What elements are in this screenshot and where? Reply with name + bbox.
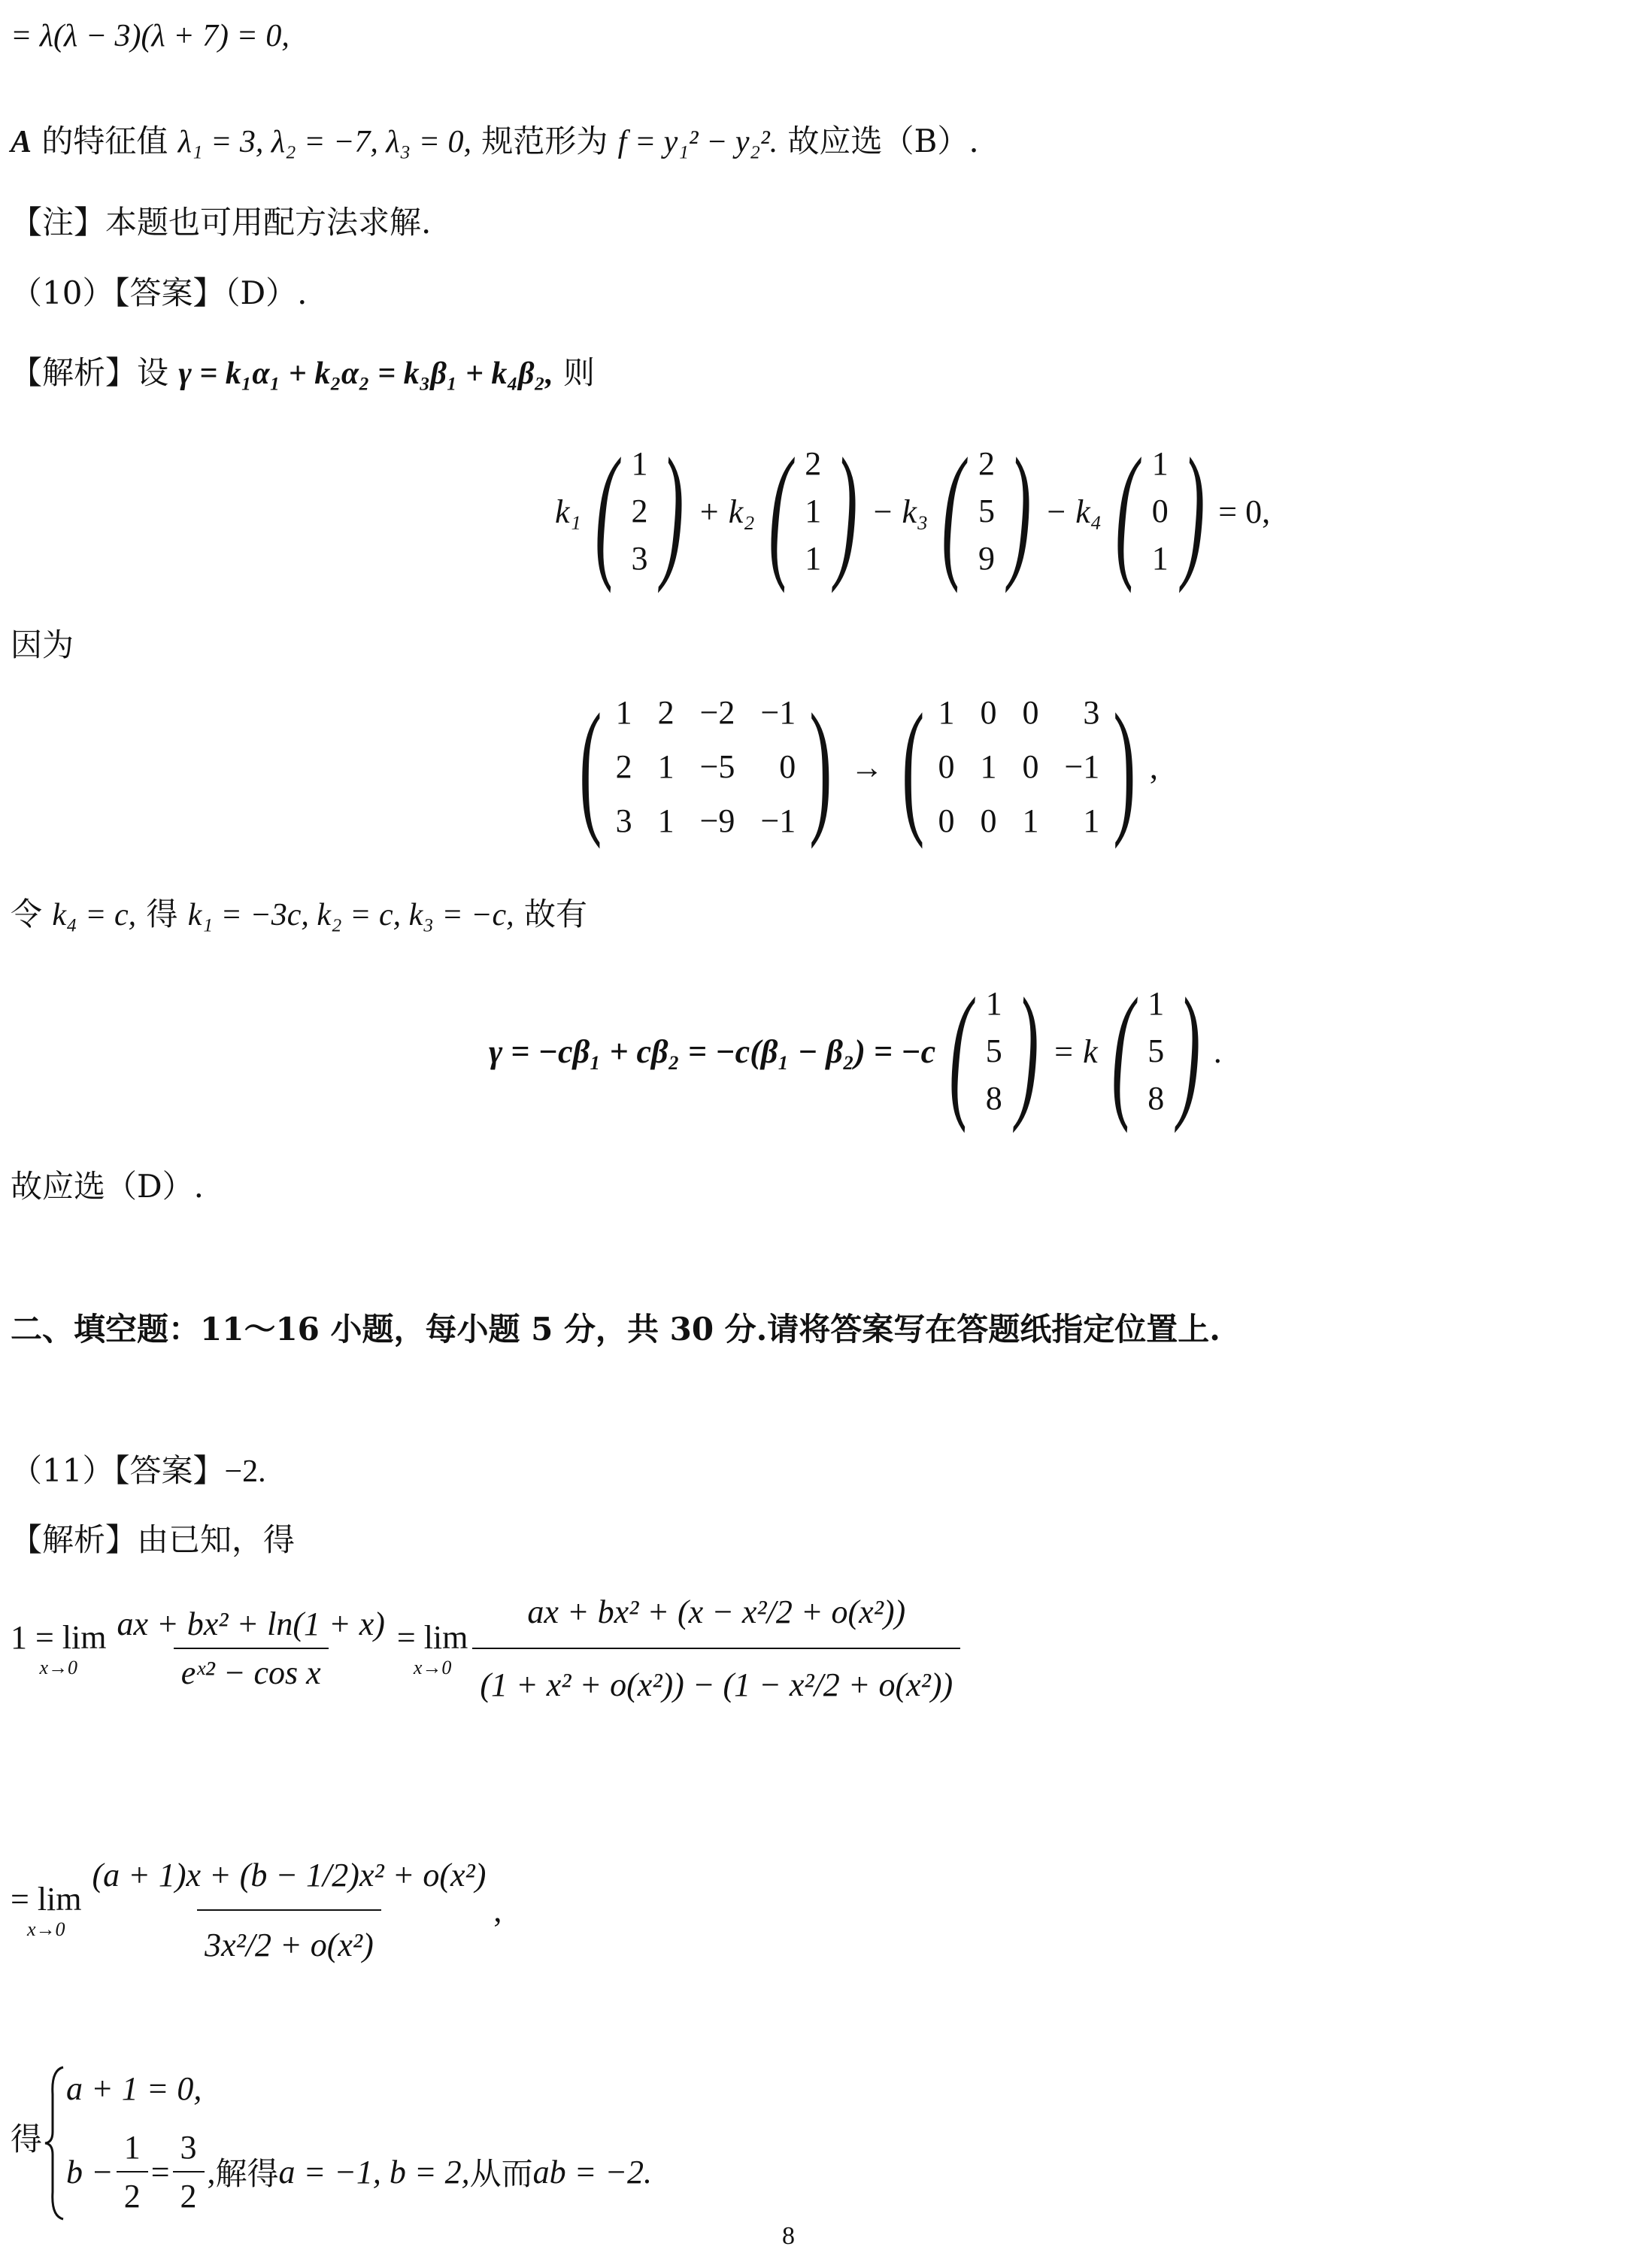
k4-equals-c: k₄ = c, [52,898,137,932]
reduced-matrix-cell: 0 [980,694,997,731]
q11-analysis: 【解析】由已知，得 [11,1521,296,1558]
system-eq-2: b − $\frac{1}{2}$ = $\frac{3}{2}$ , 解得 a = −1, b = 2, 从而 ab = −2. [66,2129,653,2215]
note-line: 【注】本题也可用配方法求解. [11,204,432,241]
k4-term: − k₄ [1044,493,1102,530]
limit2-lhs: = lim [11,1880,82,1918]
ab-result: ab = −2. [532,2153,653,2191]
gamma-equation: γ = −cβ₁ + cβ₂ = −c(β₁ − β₂) = −c ( 1 5 8 ) = k ( 1 5 8 ) . [489,968,1223,1134]
vector-3: 2 5 9 [978,444,995,578]
k3-term: − k₃ [871,493,929,530]
q10-analysis [11,350,595,396]
q11-answer-value: −2. [224,1454,266,1489]
matrix-reduction: ( 1 2 −2 −1 2 1 −5 0 3 1 −9 −1 ) → ( 1 0 0 3 0 1 0 −1 0 0 1 1 ) , [579,684,1158,850]
analysis-suffix: 则 [553,354,596,391]
k1-term: k₁ [555,493,581,530]
reduced-matrix-cell: 0 [980,802,997,839]
eigen-equation: = λ(λ − 3)(λ + 7) = 0, [11,19,290,53]
augmented-matrix-cell: 1 [657,802,675,839]
gamma-vector-2: 1 5 8 [1147,984,1165,1117]
vector-2: 2 1 1 [805,444,822,578]
gamma-vector-1: 1 5 8 [985,984,1002,1117]
thus-text: 从而 [469,2155,533,2192]
limit-sub: x→0 [39,1656,78,1678]
gamma-definition: γ = k₁α₁ + k₂α₂ = k₃β₁ + k₄β₂, [178,356,553,391]
system-prefix: 得 [11,2121,43,2157]
k-values: k₁ = −3c, k₂ = c, k₃ = −c, [187,898,514,932]
eigen-text: 的特征值 [32,123,178,159]
analysis-prefix: 【解析】设 [11,354,179,391]
matrix-a-symbol: A [11,125,32,159]
q11-answer [11,1448,266,1494]
vector-1: 1 2 3 [631,444,648,578]
solve-text: 解得 [215,2155,279,2192]
augmented-matrix-cell: 3 [615,802,632,839]
reduced-matrix-cell: 0 [1022,694,1039,731]
reduced-matrix-cell: 3 [1083,694,1100,731]
limit-lhs: 1 = lim [11,1618,107,1656]
eigenvalues: λ₁ = 3, λ₂ = −7, λ₃ = 0, [177,125,471,159]
system-eq-1: a + 1 = 0, [66,2070,202,2107]
choice-b: 故应选（B）. [778,123,979,159]
reduce-arrow: → [850,748,884,786]
q10-answer: （10）【答案】（D）. [11,274,308,311]
section-heading: 二、填空题：11～16 小题，每小题 5 分，共 30 分.请将答案写在答题纸指定位置上. [11,1311,1220,1348]
gamma-lhs: γ = −cβ₁ + cβ₂ = −c(β₁ − β₂) = −c [489,1032,936,1070]
augmented-matrix-cell: 1 [657,748,675,785]
reduced-matrix-cell: 0 [1022,748,1039,785]
augmented-matrix-cell: −1 [760,802,796,839]
system-brace [44,2064,66,2222]
let-mid: 得 [136,896,188,932]
equals-zero: = 0, [1218,493,1271,530]
limit-fraction-1: $\frac{\text{ax + bx² + ln(1 + x)}}{\text{eˣ² − cos x}}$ [117,1605,385,1691]
limit-fraction-2: $\frac{\text{ax + bx² + (x − x²/2 + o(x²))}}{\text{(1 + x² + o(x²)) − (1 − x²/2 + o(x²))}}$ [472,1593,960,1704]
vector-equation: k₁ ( 1 2 3 ) + k₂ ( 2 1 1 ) − k₃ ( 2 5 9 ) − k₄ ( 1 0 1 ) = 0, [555,428,1271,594]
matrix-comma: , [1149,748,1158,786]
limit2-fraction: $\frac{\text{(a + 1)x + (b − 1/2)x² + o(x²)}}{\text{3x²/2 + o(x²)}}$ [92,1857,487,1963]
reduced-matrix-cell: 0 [938,802,955,839]
let-line [11,892,587,938]
let-prefix: 令 [11,896,53,932]
limit-equation-2 [11,1856,502,1964]
equals-k: = k [1052,1032,1098,1070]
augmented-matrix-cell: −9 [699,802,735,839]
augmented-matrix-cell: 0 [779,748,796,785]
limit2-comma: , [493,1891,502,1929]
reduced-matrix-cell: 0 [938,748,955,785]
augmented-matrix-cell: 1 [615,694,632,731]
limit-eq: = lim [396,1618,468,1656]
augmented-matrix-cell: −1 [760,694,796,731]
augmented-matrix-cell: −5 [699,748,735,785]
normal-form: f = y₁² − y₂². [617,125,778,159]
choose-d: 故应选（D）. [11,1168,205,1205]
reduced-matrix-cell: 1 [938,694,955,731]
limit-equation-1: 1 = lim x→0 $\frac{\text{ax + bx² + ln(1 + x)}}{\text{eˣ² − cos x}}$ = lim x→0 $\frac{\text{ax + bx² + (x − x²/2 + o(x²))}}{\text{(1 + x² + o(x²)) − (1 − x²/2 + o(x²))}}$ [11,1593,960,1704]
k2-term: + k₂ [698,493,755,530]
gamma-period: . [1214,1032,1223,1070]
vector-4: 1 0 1 [1151,444,1169,578]
page-number: 8 [782,2222,795,2250]
augmented-matrix-cell: 2 [615,748,632,785]
q11-answer-label: （11）【答案】 [11,1452,225,1489]
eigenvalue-line [11,119,979,165]
reduced-matrix-cell: 1 [1083,802,1100,839]
limit2-sub: x→0 [26,1918,65,1940]
augmented-matrix-cell: 2 [657,694,675,731]
because-text: 因为 [11,626,74,663]
let-suffix: 故有 [514,896,588,932]
reduced-matrix-cell: −1 [1064,748,1100,785]
normal-form-text: 规范形为 [471,123,618,159]
reduced-matrix [938,690,1099,844]
augmented-matrix-cell: −2 [699,694,735,731]
reduced-matrix-cell: 1 [980,748,997,785]
augmented-matrix [616,690,796,844]
reduced-matrix-cell: 1 [1022,802,1039,839]
solve-values: a = −1, b = 2, [278,2153,470,2191]
